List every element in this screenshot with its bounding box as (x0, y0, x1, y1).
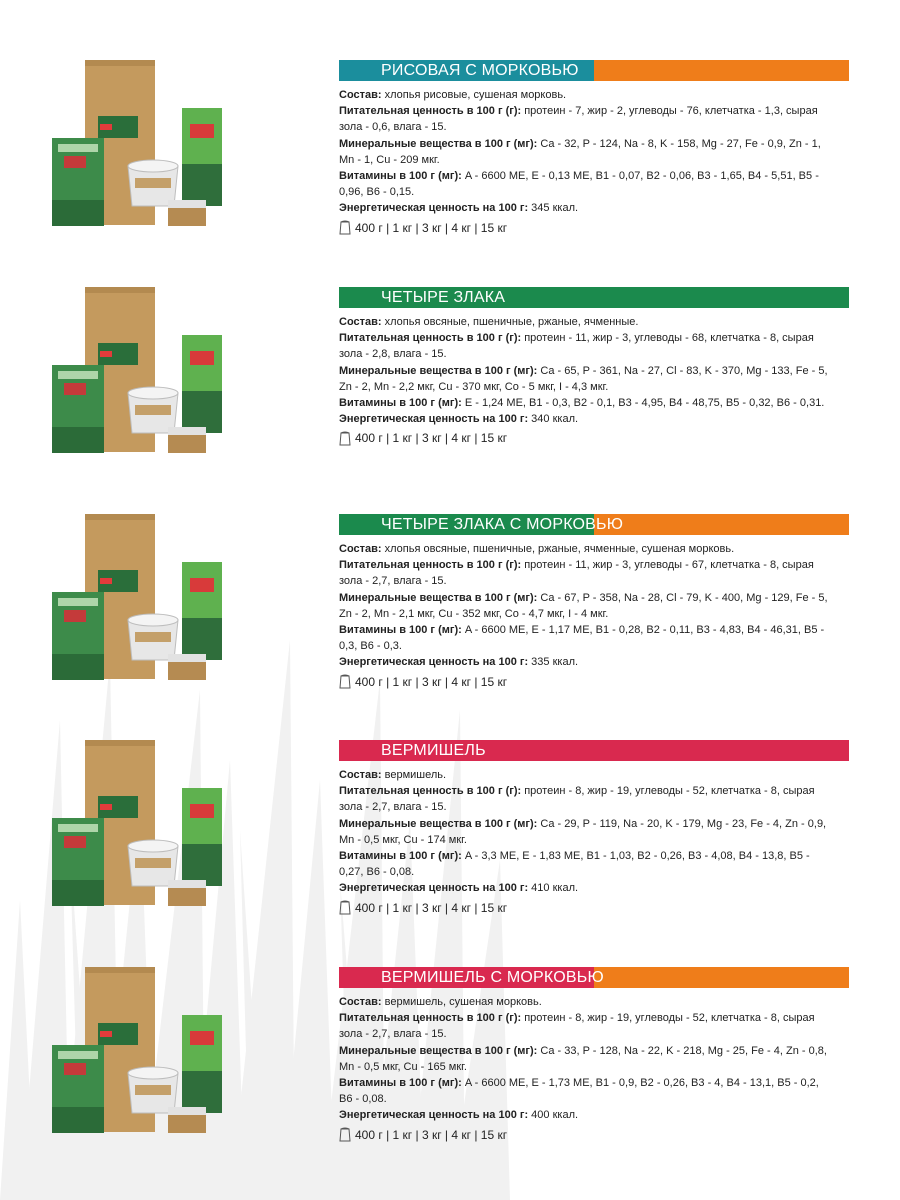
detail-label: Питательная ценность в 100 г (г): (339, 785, 522, 798)
product-title-bar (339, 287, 849, 308)
detail-label: Питательная ценность в 100 г (г): (339, 332, 522, 345)
detail-line (339, 184, 849, 200)
detail-line (339, 816, 849, 832)
detail-line (339, 87, 849, 103)
detail-text: зола - 2,7, влага - 15. (339, 801, 447, 814)
detail-line (339, 119, 849, 135)
product-title-bar (339, 967, 849, 988)
detail-line (339, 557, 849, 573)
product-details (339, 767, 849, 897)
detail-label: Витамины в 100 г (мг): (339, 624, 462, 637)
detail-text: протеин - 8, жир - 19, углеводы - 52, клетчатка - 8, сырая (521, 1012, 815, 1025)
detail-text: зола - 2,7, влага - 15. (339, 575, 447, 588)
detail-text: вермишель. (381, 769, 447, 781)
package-sizes-text: 400 г | 1 кг | 3 кг | 4 кг | 15 кг (355, 431, 508, 446)
product-details (339, 994, 849, 1124)
detail-line (339, 152, 849, 168)
detail-text: Ca - 32, P - 124, Na - 8, K - 158, Mg - 27, Fe - 0,9, Zn - 1, (537, 137, 821, 150)
detail-text: Ca - 67, P - 358, Na - 28, Cl - 79, K - 400, Mg - 129, Fe - 5, (537, 591, 828, 604)
detail-line (339, 1010, 849, 1026)
product-packaging-image (40, 740, 240, 910)
package-sizes (339, 673, 849, 691)
detail-line (339, 573, 849, 589)
detail-text: B6 - 0,08. (339, 1093, 387, 1106)
detail-line (339, 136, 849, 152)
detail-label: Витамины в 100 г (мг): (339, 1077, 462, 1090)
detail-line (339, 1026, 849, 1042)
detail-line (339, 767, 849, 783)
detail-line (339, 994, 849, 1010)
detail-label: Состав: (339, 996, 382, 1008)
detail-label: Питательная ценность в 100 г (г): (339, 1012, 522, 1025)
detail-line (339, 1075, 849, 1091)
detail-label: Энергетическая ценность на 100 г: (339, 882, 529, 895)
product-title: РИСОВАЯ С МОРКОВЬЮ (381, 62, 579, 79)
product-packaging-image (40, 60, 240, 230)
product-title: ВЕРМИШЕЛЬ (381, 742, 486, 759)
detail-line (339, 590, 849, 606)
product-title-bar (339, 740, 849, 761)
detail-line (339, 314, 849, 330)
detail-line (339, 864, 849, 880)
detail-line (339, 783, 849, 799)
detail-line (339, 103, 849, 119)
detail-text: Ca - 33, P - 128, Na - 22, K - 218, Mg - 25, Fe - 4, Zn - 0,8, (537, 1044, 827, 1057)
product-info (339, 287, 849, 447)
detail-text: 340 ккал. (528, 413, 579, 426)
product-section-2 (0, 287, 900, 513)
product-title: ЧЕТЫРЕ ЗЛАКА (381, 289, 506, 306)
detail-text: Ca - 65, P - 361, Na - 27, Cl - 83, K - 370, Mg - 133, Fe - 5, (537, 364, 828, 377)
detail-label: Витамины в 100 г (мг): (339, 397, 462, 410)
detail-line (339, 1043, 849, 1059)
detail-label: Минеральные вещества в 100 г (мг): (339, 817, 538, 830)
detail-text: 335 ккал. (528, 656, 579, 669)
detail-label: Питательная ценность в 100 г (г): (339, 105, 522, 118)
product-section-5 (0, 967, 900, 1193)
detail-label: Энергетическая ценность на 100 г: (339, 413, 529, 426)
product-section-1 (0, 60, 900, 286)
detail-text: хлопья овсяные, пшеничные, ржаные, ячменные, сушеная морковь. (381, 543, 735, 555)
detail-text: вермишель, сушеная морковь. (381, 996, 542, 1008)
detail-line (339, 606, 849, 622)
product-info (339, 514, 849, 691)
detail-label: Состав: (339, 769, 382, 781)
detail-text: 410 ккал. (528, 882, 579, 895)
detail-text: зола - 2,7, влага - 15. (339, 1028, 447, 1041)
package-icon (339, 674, 351, 689)
detail-line (339, 832, 849, 848)
detail-text: A - 6600 ME, E - 1,73 ME, B1 - 0,9, B2 - 0,26, B3 - 4, B4 - 13,1, B5 - 0,2, (461, 1077, 819, 1090)
package-sizes-text: 400 г | 1 кг | 3 кг | 4 кг | 15 кг (355, 1127, 508, 1142)
package-icon (339, 1127, 351, 1142)
detail-label: Витамины в 100 г (мг): (339, 170, 462, 183)
detail-label: Минеральные вещества в 100 г (мг): (339, 364, 538, 377)
detail-label: Энергетическая ценность на 100 г: (339, 1109, 529, 1122)
package-sizes (339, 899, 849, 917)
product-details (339, 314, 849, 427)
product-title-bar (339, 60, 849, 81)
detail-label: Состав: (339, 316, 382, 328)
detail-label: Минеральные вещества в 100 г (мг): (339, 137, 538, 150)
detail-text: 400 ккал. (528, 1109, 579, 1122)
detail-line (339, 168, 849, 184)
detail-label: Состав: (339, 543, 382, 555)
detail-text: Zn - 2, Mn - 2,2 мкг, Cu - 370 мкг, Co - 5 мкг, I - 4,3 мкг. (339, 380, 609, 393)
package-icon (339, 220, 351, 235)
detail-text: A - 6600 ME, E - 0,13 ME, B1 - 0,07, B2 - 0,06, B3 - 1,65, B4 - 5,51, B5 - (461, 170, 819, 183)
detail-line (339, 363, 849, 379)
detail-line (339, 541, 849, 557)
detail-text: зола - 2,8, влага - 15. (339, 348, 447, 361)
detail-text: Mn - 0,5 мкг, Cu - 174 мкг. (339, 833, 467, 846)
detail-label: Энергетическая ценность на 100 г: (339, 202, 529, 215)
detail-text: 0,27, B6 - 0,08. (339, 866, 415, 879)
detail-line (339, 622, 849, 638)
detail-label: Состав: (339, 89, 382, 101)
product-details (339, 541, 849, 671)
detail-text: протеин - 11, жир - 3, углеводы - 68, клетчатка - 8, сырая (521, 332, 814, 345)
detail-text: хлопья рисовые, сушеная морковь. (381, 89, 567, 101)
product-title: ВЕРМИШЕЛЬ С МОРКОВЬЮ (381, 969, 604, 986)
detail-line (339, 880, 849, 896)
detail-line (339, 638, 849, 654)
package-sizes-text: 400 г | 1 кг | 3 кг | 4 кг | 15 кг (355, 220, 508, 235)
product-section-3 (0, 514, 900, 740)
detail-text: 0,3, B6 - 0,3. (339, 640, 402, 653)
product-title-bar (339, 514, 849, 535)
detail-label: Минеральные вещества в 100 г (мг): (339, 1044, 538, 1057)
package-sizes-text: 400 г | 1 кг | 3 кг | 4 кг | 15 кг (355, 900, 508, 915)
detail-text: Mn - 0,5 мкг, Cu - 165 мкг. (339, 1060, 467, 1073)
detail-text: хлопья овсяные, пшеничные, ржаные, ячменные. (381, 316, 639, 328)
detail-line (339, 200, 849, 216)
detail-line (339, 1091, 849, 1107)
detail-text: 345 ккал. (528, 202, 579, 215)
detail-line (339, 411, 849, 427)
product-packaging-image (40, 967, 240, 1137)
detail-label: Минеральные вещества в 100 г (мг): (339, 591, 538, 604)
detail-label: Энергетическая ценность на 100 г: (339, 656, 529, 669)
package-icon (339, 431, 351, 446)
detail-text: зола - 0,6, влага - 15. (339, 121, 447, 134)
package-sizes (339, 429, 849, 447)
detail-text: протеин - 8, жир - 19, углеводы - 52, клетчатка - 8, сырая (521, 785, 815, 798)
detail-line (339, 379, 849, 395)
detail-text: 0,96, B6 - 0,15. (339, 186, 415, 199)
product-info (339, 60, 849, 237)
detail-text: A - 6600 ME, E - 1,17 ME, B1 - 0,28, B2 - 0,11, B3 - 4,83, B4 - 46,31, B5 - (461, 624, 825, 637)
detail-label: Витамины в 100 г (мг): (339, 850, 462, 863)
detail-text: протеин - 11, жир - 3, углеводы - 67, клетчатка - 8, сырая (521, 559, 814, 572)
detail-line (339, 346, 849, 362)
detail-text: A - 3,3 ME, E - 1,83 ME, B1 - 1,03, B2 - 0,26, B3 - 4,08, B4 - 13,8, B5 - (461, 850, 810, 863)
detail-text: Mn - 1, Cu - 209 мкг. (339, 153, 440, 166)
detail-text: Ca - 29, P - 119, Na - 20, K - 179, Mg - 23, Fe - 4, Zn - 0,9, (537, 817, 827, 830)
detail-text: E - 1,24 ME, B1 - 0,3, B2 - 0,1, B3 - 4,95, B4 - 48,75, B5 - 0,32, B6 - 0,31. (461, 397, 825, 410)
package-sizes (339, 1126, 849, 1144)
package-sizes-text: 400 г | 1 кг | 3 кг | 4 кг | 15 кг (355, 674, 508, 689)
product-details (339, 87, 849, 217)
detail-text: протеин - 7, жир - 2, углеводы - 76, клетчатка - 1,3, сырая (521, 105, 818, 118)
package-icon (339, 900, 351, 915)
detail-line (339, 330, 849, 346)
detail-line (339, 799, 849, 815)
product-info (339, 740, 849, 917)
detail-line (339, 654, 849, 670)
product-section-4 (0, 740, 900, 966)
detail-line (339, 1107, 849, 1123)
detail-label: Питательная ценность в 100 г (г): (339, 559, 522, 572)
product-title: ЧЕТЫРЕ ЗЛАКА С МОРКОВЬЮ (381, 516, 624, 533)
detail-line (339, 848, 849, 864)
detail-line (339, 395, 849, 411)
package-sizes (339, 219, 849, 237)
product-packaging-image (40, 514, 240, 684)
detail-text: Zn - 2, Mn - 2,1 мкг, Cu - 352 мкг, Co - 4,7 мкг, I - 4 мкг. (339, 607, 609, 620)
product-info (339, 967, 849, 1144)
detail-line (339, 1059, 849, 1075)
product-packaging-image (40, 287, 240, 457)
